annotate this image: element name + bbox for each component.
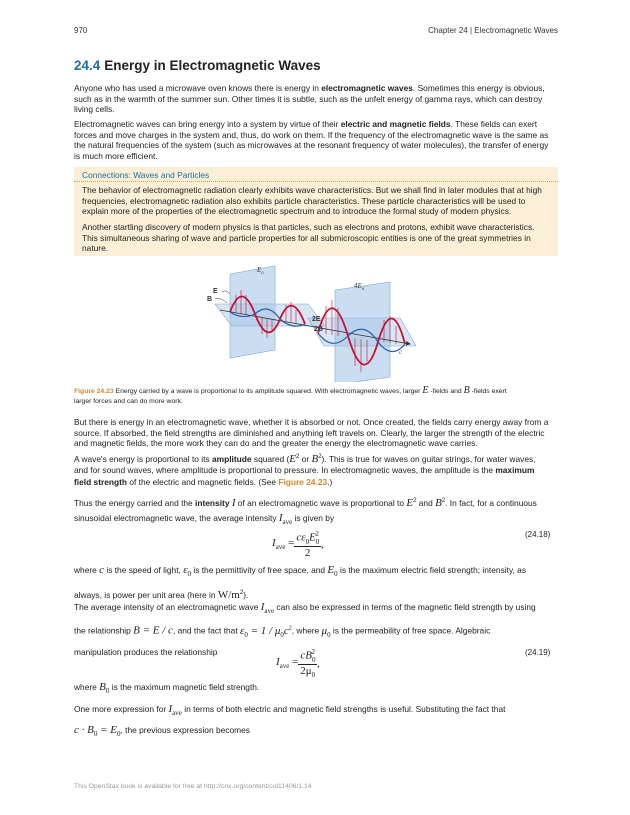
text: or: [299, 453, 312, 464]
label-2e: 2E: [312, 316, 321, 323]
text: is the maximum magnetic field strength.: [109, 682, 260, 692]
symbol-e: E: [422, 385, 429, 396]
page-number: 970: [74, 26, 88, 35]
text: Thus the energy carried and the: [74, 497, 196, 508]
symbol-b: B: [311, 452, 319, 465]
section-title-text: Energy in Electromagnetic Waves: [104, 58, 321, 73]
figure-link[interactable]: Figure 24.23: [278, 476, 328, 487]
figure-caption: [74, 386, 558, 407]
text: the natural frequencies of the system (such as microwaves at the resonant frequency of water molecules), the transfer of energy: [74, 140, 549, 151]
term-em-waves: electromagnetic waves: [321, 83, 413, 93]
paragraph-4: A wave's energy is proportional to its amplitude squared ($E^2$ or $B^2$). This is true for waves on guitar strings, for water waves, and for sound waves, where amplitude is proportional to pressure. In electromagnetic waves, the amplitude is the maximum field strength of the electric and magnetic fields. (See Figure 24.23.): [74, 452, 536, 487]
text: and magnetic fields, the more work they can do and the greater the energy the electromagnetic wave carries.: [74, 438, 478, 449]
relation-b-e-c: B = E / c: [133, 624, 173, 637]
text: where: [74, 565, 100, 575]
text: frequencies, electromagnetic radiation also exhibits particle characteristics. These particle characteristics will be used to: [82, 195, 526, 206]
term-intensity: intensity: [195, 497, 230, 508]
term-amplitude: amplitude: [212, 453, 252, 464]
text: sinusoidal electromagnetic wave, the average intensity: [74, 512, 279, 523]
callout-divider: [74, 181, 558, 182]
pointer-e: [222, 291, 230, 294]
term-field-strength: field strength: [74, 476, 128, 487]
paragraph-1: [74, 83, 558, 115]
text: , where: [291, 625, 322, 636]
text: Electromagnetic waves can bring energy into a system by virtue of their: [74, 119, 341, 129]
label-e: E: [213, 288, 218, 295]
text: This simultaneous sharing of wave and particle properties for all submicroscopic entities is one of the great symmetries in: [82, 232, 531, 243]
text: and: [416, 497, 436, 508]
symbol-iave: $I_{ave}$: [168, 703, 182, 718]
text: Energy carried by a wave is proportional to its amplitude squared. With electromagnetic waves, larger: [113, 388, 423, 395]
footer-note: This OpenStax book is available for free at http://cnx.org/content/col11406/1.14: [74, 783, 312, 790]
pointer-b: [215, 299, 227, 304]
equation-number-2: (24.19): [525, 648, 551, 657]
text: squared (: [251, 453, 290, 464]
text: , and the fact that: [172, 625, 240, 636]
symbol-c: c: [99, 564, 105, 576]
symbol-b: B: [435, 496, 442, 509]
text: The average intensity of an electromagnetic wave: [74, 602, 261, 612]
units: W/m: [217, 588, 240, 601]
label-e0: $E_o$: [257, 266, 264, 276]
symbol-iave: $I_{ave}$: [278, 511, 293, 526]
section-number: 24.4: [74, 58, 101, 73]
symbol-e0: $E_0$: [327, 564, 338, 579]
text: , the previous expression becomes: [120, 725, 250, 736]
paragraph-8: [74, 682, 558, 697]
text: larger forces and can do more work.: [74, 398, 183, 405]
text: One more expression for: [74, 704, 169, 714]
relation-c-b-e: $c \cdot B_0 = E_0$: [74, 724, 121, 739]
label-2b: 2B: [314, 326, 323, 333]
paragraph-5: Thus the energy carried and the intensity I of an electromagnetic wave is proportional to $E^2$ and $B^2$. In fact, for a continuous sinusoidal electromagnetic wave, the average intensity $I_{ave}$ is given by: [74, 496, 537, 526]
callout-paragraph-1: [82, 185, 552, 217]
equation-number-1: (24.18): [525, 530, 551, 539]
chapter-header: Chapter 24 | Electromagnetic Waves: [428, 26, 558, 35]
equation-24-19: $I_{ave}$ = $\frac{cB_0^2}{2\mu_0}$ ,: [276, 648, 320, 680]
label-b: B: [207, 296, 213, 303]
symbol-b: B: [463, 385, 470, 396]
text: living cells.: [74, 104, 115, 115]
text: source. If absorbed, the field strengths are diminished and anything left travels on. Clearly, the larger the strength of the electric: [74, 427, 545, 438]
symbol-e: E: [406, 496, 414, 509]
symbol-i: I: [231, 496, 236, 509]
text: .): [327, 476, 333, 487]
text: is the permittivity of free space, and: [191, 565, 328, 575]
text: But there is energy in an electromagnetic wave, whether it is absorbed or not. Once created, the fields carry energy away from a: [74, 417, 549, 427]
text: manipulation produces the relationship: [74, 647, 218, 658]
paragraph-2: [74, 119, 558, 161]
paragraph-9: [74, 701, 558, 743]
symbol-e: E: [289, 452, 297, 465]
text: where: [74, 682, 100, 692]
text: explain more of the properties of the electromagnetic spectrum and to introduce the formal study of modern physics.: [82, 206, 512, 217]
text: ).: [243, 589, 249, 600]
text: and for sound waves, where amplitude is proportional to pressure. In electromagnetic waves, the amplitude is the: [74, 465, 496, 476]
text: . Sometimes this energy is obvious,: [412, 83, 545, 93]
text: Another startling discovery of modern physics is that particles, such as electrons and protons, exhibit wave characteristics.: [82, 222, 535, 232]
text: is the maximum electric field strength; intensity, as: [337, 565, 527, 575]
term-maximum: maximum: [495, 465, 535, 476]
text: in terms of both electric and magnetic field strengths is useful. Substituting the fact that: [181, 704, 506, 714]
em-wave-figure: [200, 262, 430, 382]
symbol-iave: $I_{ave}$: [260, 601, 275, 616]
text: forces and move charges in the system and, thus, do work on them. If the frequency of the electromagnetic wave is the same as: [74, 129, 549, 140]
paragraph-3: [74, 417, 558, 449]
text: of the electric and magnetic fields. (See: [127, 476, 279, 487]
text: The behavior of electromagnetic radiation clearly exhibits wave characteristics. But we shall find in later modules that at high: [82, 185, 542, 195]
label-c: c: [399, 348, 403, 356]
text: -fields and: [428, 388, 464, 395]
paragraph-6: where c is the speed of light, $\varepsilon_0$ is the permittivity of free space, and $E_0$ is the maximum electric field strength; intensity, as always, is power per unit area (here in $W/m^2$).: [74, 564, 527, 601]
text: . In fact, for a continuous: [445, 497, 537, 508]
text: always, is power per unit area (here in: [74, 589, 218, 600]
symbol-eps0: $\varepsilon_0$: [183, 564, 192, 579]
callout-title: Connections: Waves and Particles: [82, 170, 210, 180]
symbol-mu0: $\mu_0$: [321, 624, 331, 640]
text: A wave's energy is proportional to its: [74, 453, 212, 464]
text: . These fields can exert: [450, 119, 538, 129]
text: is the speed of light,: [104, 565, 184, 575]
relation-eps-mu: $\varepsilon_0 = 1 / \mu_0c^2$: [240, 624, 292, 640]
caption-label: Figure 24.23: [74, 388, 114, 395]
text: such as in the warmth of the summer sun. Other times it is subtle, such as the unfelt energy of gamma rays, which can destroy: [74, 93, 543, 104]
equation-24-18: $I_{ave}$ = $\frac{c\varepsilon_0E_0^2}{2}$ ,: [272, 530, 324, 559]
term-fields: electric and magnetic fields: [340, 119, 451, 129]
section-title: [74, 58, 321, 73]
symbol-b0: $B_0$: [99, 681, 110, 696]
text: is much more efficient.: [74, 150, 158, 161]
text: can also be expressed in terms of the magnetic field strength by using: [274, 602, 536, 612]
text: of an electromagnetic wave is proportional to: [235, 497, 407, 508]
callout-paragraph-2: [82, 222, 552, 254]
text: Anyone who has used a microwave oven knows there is energy in: [74, 83, 322, 93]
text: is the permeability of free space. Algebraic: [330, 625, 491, 636]
text: is given by: [292, 512, 335, 523]
text: -fields exert: [469, 388, 507, 395]
text: the relationship: [74, 625, 134, 636]
label-4e0: $4E_o$: [354, 282, 365, 292]
text: nature.: [82, 243, 109, 254]
text: ). This is true for waves on guitar strings, for water waves,: [321, 453, 536, 464]
